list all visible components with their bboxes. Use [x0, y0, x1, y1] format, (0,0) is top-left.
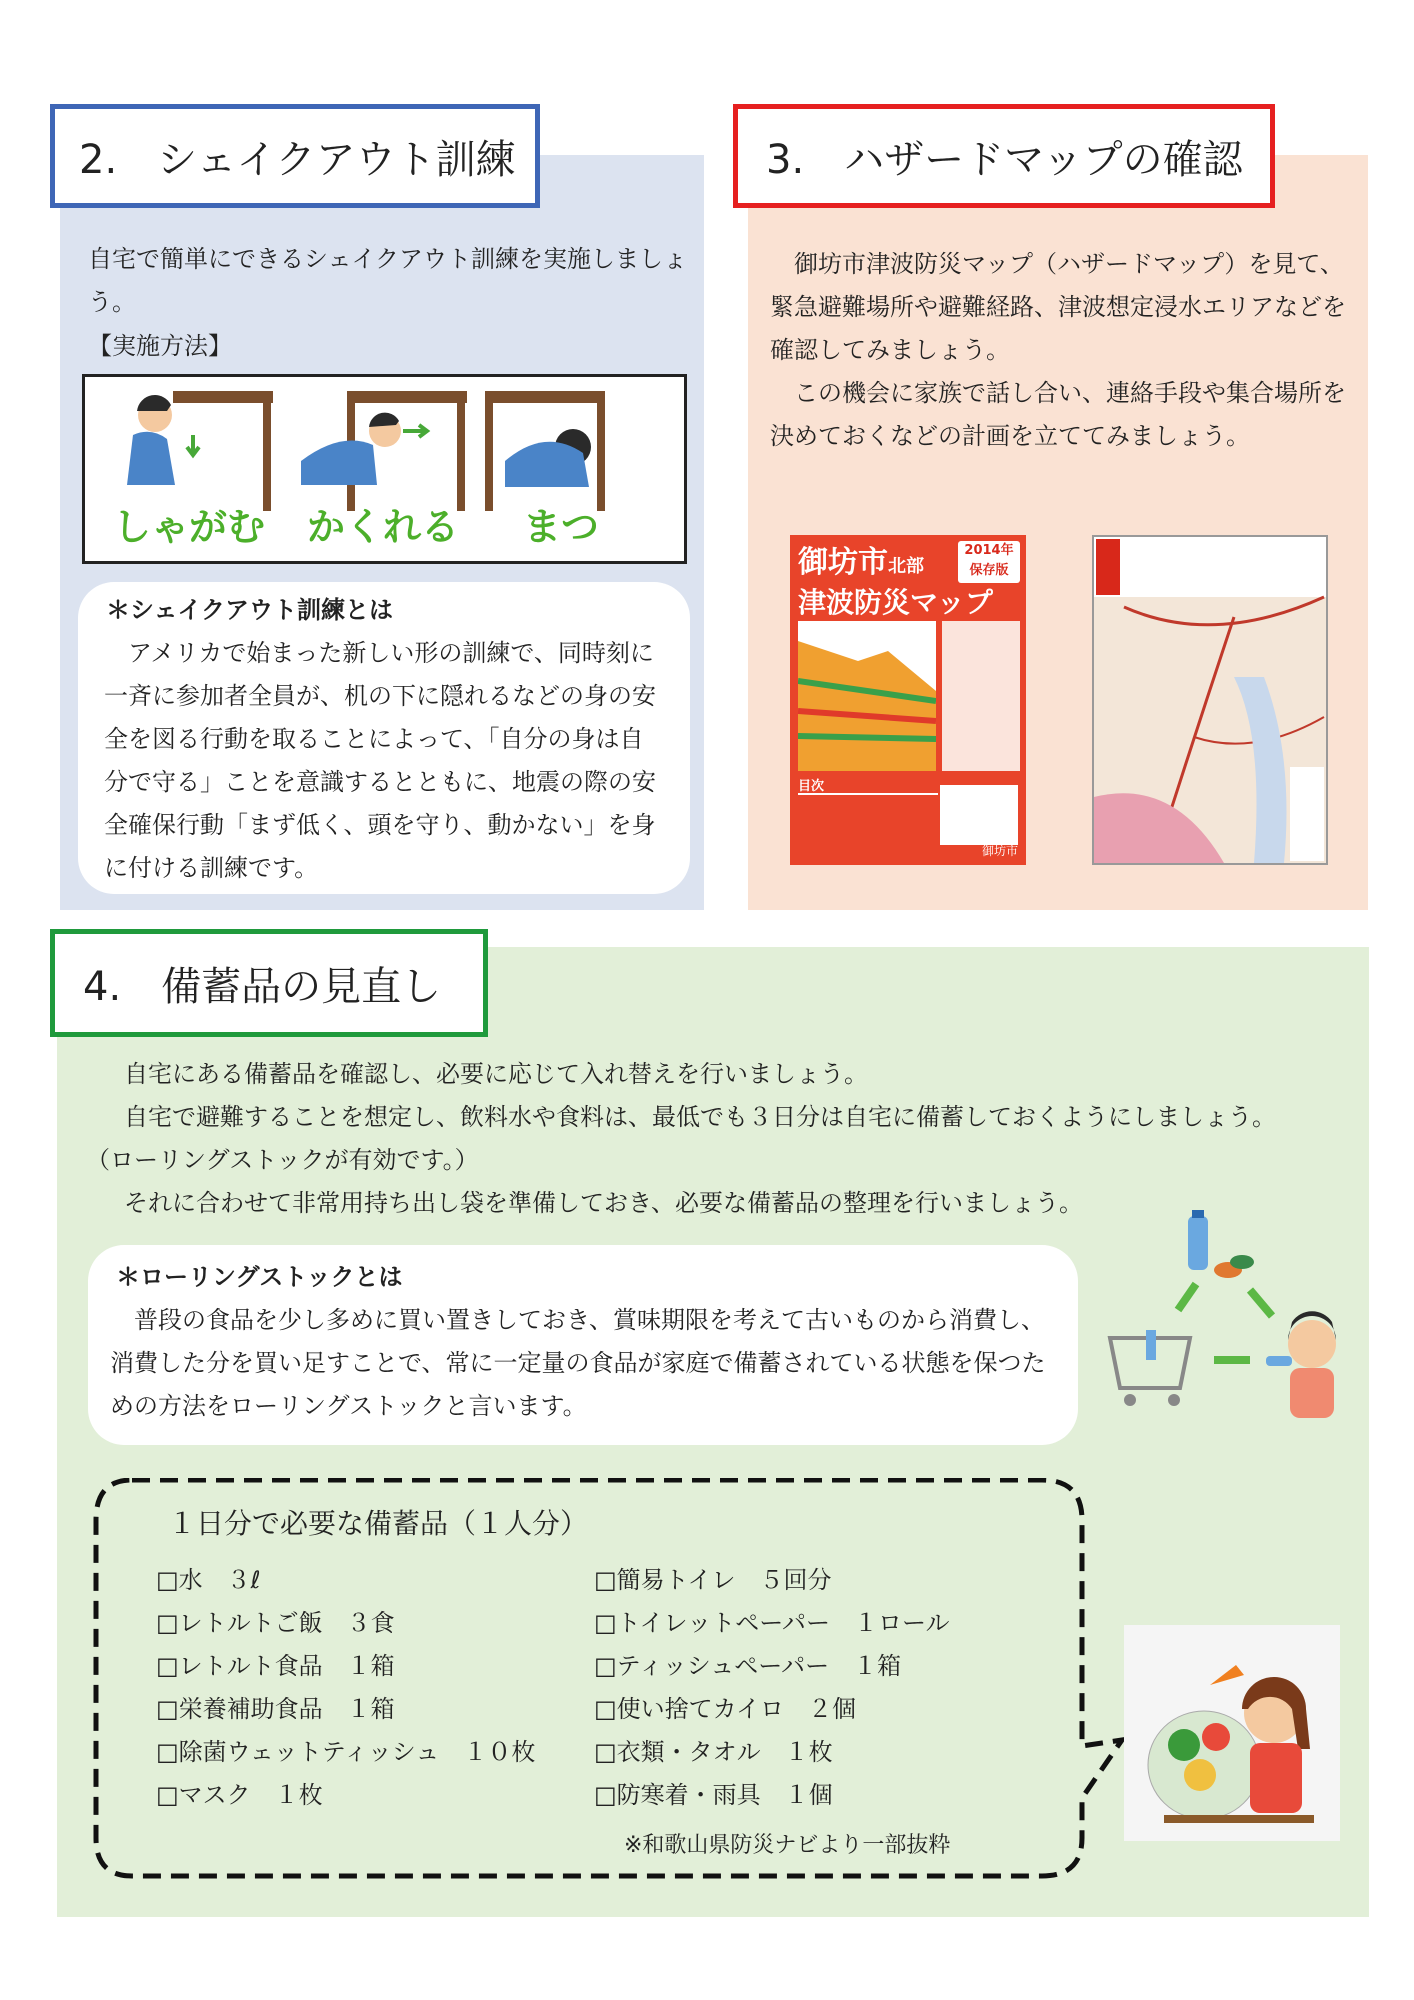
hazard-map-sheet-image: [1092, 535, 1328, 865]
checklist-source-note: ※和歌山県防災ナビより一部抜粋: [624, 1833, 951, 1858]
checklist-item-retort-food: □レトルト食品 １箱: [156, 1652, 395, 1680]
stockpile-paragraph-1: 自宅にある備蓄品を確認し、必要に応じて入れ替えを行いましょう。: [100, 1060, 868, 1088]
shakeout-bubble-title: ＊シェイクアウト訓練とは: [106, 596, 394, 624]
checklist-item-rainwear: □防寒着・雨具 １個: [594, 1781, 833, 1809]
stockpile-paragraph-2: 自宅で避難することを想定し、飲料水や食料は、最低でも３日分は自宅に備蓄しておくようにしましょう。: [100, 1103, 1276, 1131]
step-hide-label: かくれる: [307, 505, 460, 549]
stockpile-section-title: 4. 備蓄品の見直し: [50, 929, 488, 1037]
rolling-stock-bubble: [88, 1245, 1078, 1445]
brochure-map-figure: [798, 621, 936, 771]
stockpile-paragraph-3: （ローリングストックが有効です。）: [86, 1146, 479, 1174]
hazard-map-paragraph-1: 御坊市津波防災マップ（ハザードマップ）を見て、緊急避難場所や避難経路、津波想定浸水エリアなどを確認してみましょう。: [770, 250, 1346, 364]
checklist-item-toilet-paper: □トイレットペーパー １ロール: [594, 1609, 950, 1637]
brochure-title-city: 御坊市: [798, 545, 888, 580]
checklist-item-mask: □マスク １枚: [156, 1781, 323, 1809]
stockpile-text: [86, 1053, 1350, 1225]
brochure-badge-edition: 保存版: [969, 563, 1009, 578]
rolling-stock-cycle-illustration: [1090, 1210, 1360, 1430]
shakeout-intro-text: 自宅で簡単にできるシェイクアウト訓練を実施しましょう。: [88, 245, 688, 316]
stockpile-paragraph-4: それに合わせて非常用持ち出し袋を準備しておき、必要な備蓄品の整理を行いましょう。: [100, 1189, 1084, 1217]
checklist-item-rice: □レトルトご飯 ３食: [156, 1609, 395, 1637]
checklist-item-wet-tissue: □除菌ウェットティッシュ １０枚: [156, 1738, 536, 1766]
shakeout-section-title: 2. シェイクアウト訓練: [50, 104, 540, 208]
brochure-badge-year: 2014年: [964, 543, 1014, 558]
checklist-title: １日分で必要な備蓄品（１人分）: [168, 1507, 589, 1540]
brochure-footer-logo: 御坊市: [981, 844, 1018, 858]
hazard-map-paragraph-2: この機会に家族で話し合い、連絡手段や集合場所を決めておくなどの計画を立ててみましょう。: [770, 379, 1346, 450]
checklist-item-tissue: □ティッシュペーパー １箱: [594, 1652, 902, 1680]
step-wait-label: まつ: [523, 505, 600, 549]
brochure-title-main: 津波防災マップ: [798, 586, 993, 619]
brochure-info-panel: [942, 621, 1020, 771]
checklist-item-toilet: □簡易トイレ ５回分: [594, 1566, 832, 1594]
tsunami-map-brochure-image: [790, 535, 1026, 865]
rolling-stock-bubble-title: ＊ローリングストックとは: [116, 1263, 403, 1291]
step-crouch-label: しゃがむ: [113, 505, 266, 549]
hazard-map-text: [770, 243, 1350, 458]
checklist-item-clothes: □衣類・タオル １枚: [594, 1738, 833, 1766]
girl-with-groceries-illustration: [1124, 1625, 1340, 1841]
method-label: 【実施方法】: [88, 332, 232, 360]
shakeout-bubble-text: アメリカで始まった新しい形の訓練で、同時刻に一斉に参加者全員が、机の下に隠れるなどの身の安全を図る行動を取ることによって、「自分の身は自分で守る」ことを意識するとともに、地震の際の安全確保行動「まず低く、頭を守り、動かない」を身に付ける訓練です。: [104, 639, 656, 882]
shakeout-explanation-bubble: [78, 582, 690, 894]
checklist-item-nutrition: □栄養補助食品 １箱: [156, 1695, 395, 1723]
checklist-item-hand-warmer: □使い捨てカイロ ２個: [594, 1695, 856, 1723]
checklist-item-water: □水 ３ℓ: [156, 1566, 261, 1594]
brochure-note-box: [940, 785, 1018, 845]
brochure-contents-label: 目次: [798, 779, 825, 794]
stockpile-checklist-box: [92, 1478, 1050, 1883]
rolling-stock-bubble-text: 普段の食品を少し多めに買い置きしておき、賞味期限を考えて古いものから消費し、消費した分を買い足すことで、常に一定量の食品が家庭で備蓄されている状態を保つための方法をローリングストックと言います。: [110, 1306, 1046, 1420]
brochure-contents-list: [798, 793, 938, 853]
hazard-map-section-title: 3. ハザードマップの確認: [733, 104, 1275, 208]
shakeout-steps-illustration: [82, 374, 687, 564]
brochure-title-area: 北部: [888, 556, 924, 577]
